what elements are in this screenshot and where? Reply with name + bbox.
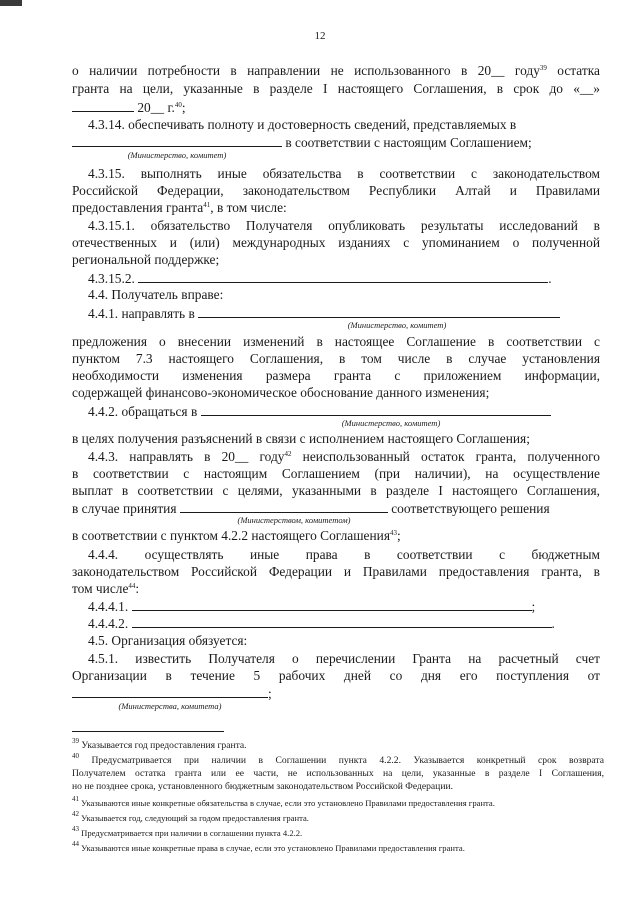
text-line: Российской Федерации, законодательством Республики Алтай и Правилами xyxy=(72,183,600,198)
text-line: в случае принятия соответствующего решения xyxy=(72,501,550,516)
clause-4-4-4-2: 4.4.4.2. . xyxy=(88,616,555,631)
caption-ministry: (Министерством, комитетом) xyxy=(237,515,351,525)
text-line: предложения о внесении изменений в настоящее Соглашение в соответствии с xyxy=(72,334,600,349)
text-line: в соответствии с пунктом 4.2.2 настоящего Соглашения$^{43}$; xyxy=(72,528,401,543)
text-line: о наличии потребности в направлении не использованного в 20__ году$^{39}$ остатка xyxy=(72,63,600,78)
clause-4-5: 4.5. Организация обязуется: xyxy=(88,633,248,648)
fill-blank xyxy=(138,270,548,283)
clause-4-4-3: 4.4.3. направлять в 20__ году$^{42}$ неиспользованный остаток гранта, полученного xyxy=(88,449,600,464)
text-line: пунктом 7.3 настоящего Соглашения, в том числе в случае установления xyxy=(72,351,600,366)
text-line: выплат в соответствии с целями, указанными в разделе I настоящего Соглашения, xyxy=(72,483,600,498)
clause-4-3-15: 4.3.15. выполнять иные обязательства в соответствии с законодательством xyxy=(88,166,600,181)
fill-blank xyxy=(180,500,388,513)
footnote-40: $^{40}$ Предусматривается при наличии в Соглашении пункта 4.2.2. Указывается конкретный срок возврата xyxy=(72,752,604,766)
caption-ministry: (Министерство, комитет) xyxy=(127,150,227,160)
caption-ministry: (Министерство, комитет) xyxy=(347,320,447,330)
text-line: том числе$^{44}$: xyxy=(72,581,140,596)
fill-blank xyxy=(72,685,268,698)
text-line: 20__ г.$^{40}$; xyxy=(72,99,600,116)
footnote-ref: 42 xyxy=(284,450,292,458)
text-line: содержащей финансово-экономическое обоснование данного изменения; xyxy=(72,385,490,400)
text-line: ; xyxy=(72,685,600,702)
text-line: законодательством Российской Федерации и Правилами предоставления гранта, в xyxy=(72,564,600,579)
footnote-ref: 40 xyxy=(174,101,182,109)
footnote-40-line: но не позднее срока, установленного бюджетным законодательством Российской Федерации. xyxy=(72,781,453,792)
footnote-ref: 39 xyxy=(539,64,547,72)
fill-blank xyxy=(72,99,134,112)
text-line: необходимости изменения размера гранта с приложением информации, xyxy=(72,368,600,383)
footnote-43: $^{43}$ Предусматривается при наличии в соглашении пункта 4.2.2. xyxy=(72,825,303,838)
footnote-42: $^{42}$ Указывается год, следующий за годом предоставления гранта. xyxy=(72,810,309,823)
footnote-44: $^{44}$ Указываются иные конкретные права в случае, если это установлено Правилами предоставления гранта. xyxy=(72,840,465,853)
page-number: 12 xyxy=(314,30,326,42)
text-line: Организации в течение 5 рабочих дней со дня его поступления от xyxy=(72,668,600,683)
footnote-39: $^{39}$ Указывается год предоставления гранта. xyxy=(72,737,247,751)
caption-ministry: (Министерство, комитет) xyxy=(341,418,441,428)
clause-4-4-2: 4.4.2. обращаться в xyxy=(88,403,600,420)
clause-4-5-1: 4.5.1. известить Получателя о перечислении Гранта на расчетный счет xyxy=(88,651,600,666)
fill-blank xyxy=(198,305,560,318)
clause-4-4: 4.4. Получатель вправе: xyxy=(88,287,224,302)
text-line: в целях получения разъяснений в связи с исполнением настоящего Соглашения; xyxy=(72,431,530,446)
text-line: предоставления гранта$^{41}$, в том числе: xyxy=(72,200,287,215)
footnote-ref: 43 xyxy=(390,529,397,537)
clause-4-4-4-1: 4.4.4.1. ; xyxy=(88,599,536,614)
caption-ministry: (Министерства, комитета) xyxy=(118,701,222,711)
footnote-40-line: Получателем остатка гранта или ее части, не использованных на цели, указанные в разделе I Соглашения, xyxy=(72,768,604,779)
footnote-ref: 44 xyxy=(128,582,136,590)
fill-blank xyxy=(132,615,552,628)
text-line: гранта на цели, указанные в разделе I настоящего Соглашения, в срок до «__» xyxy=(72,81,600,96)
text-line: отечественных и (или) международных изданиях с упоминанием о полученной xyxy=(72,235,600,250)
footnote-41: $^{41}$ Указываются иные конкретные обязательства в случае, если это установлено Правилами предоставления гранта. xyxy=(72,795,495,808)
clause-4-4-1: 4.4.1. направлять в xyxy=(88,305,600,322)
clause-4-3-15-2: 4.3.15.2. . xyxy=(88,271,552,286)
footnote-ref: 41 xyxy=(203,201,211,209)
clause-4-3-14: 4.3.14. обеспечивать полноту и достоверность сведений, представляемых в xyxy=(88,117,517,132)
text-line: региональной поддержке; xyxy=(72,252,220,267)
fill-blank xyxy=(72,134,282,147)
clause-4-4-4: 4.4.4. осуществлять иные права в соответствии с бюджетным xyxy=(88,547,600,562)
text-line: в соответствии с настоящим Соглашением (при наличии), на осуществление xyxy=(72,466,600,481)
text-line: в соответствии с настоящим Соглашением; xyxy=(72,134,600,151)
clause-4-3-15-1: 4.3.15.1. обязательство Получателя опубликовать результаты исследований в xyxy=(88,218,600,233)
footnote-separator xyxy=(72,731,224,732)
fill-blank xyxy=(132,598,532,611)
scan-corner-mark xyxy=(0,0,22,6)
fill-blank xyxy=(201,403,551,416)
